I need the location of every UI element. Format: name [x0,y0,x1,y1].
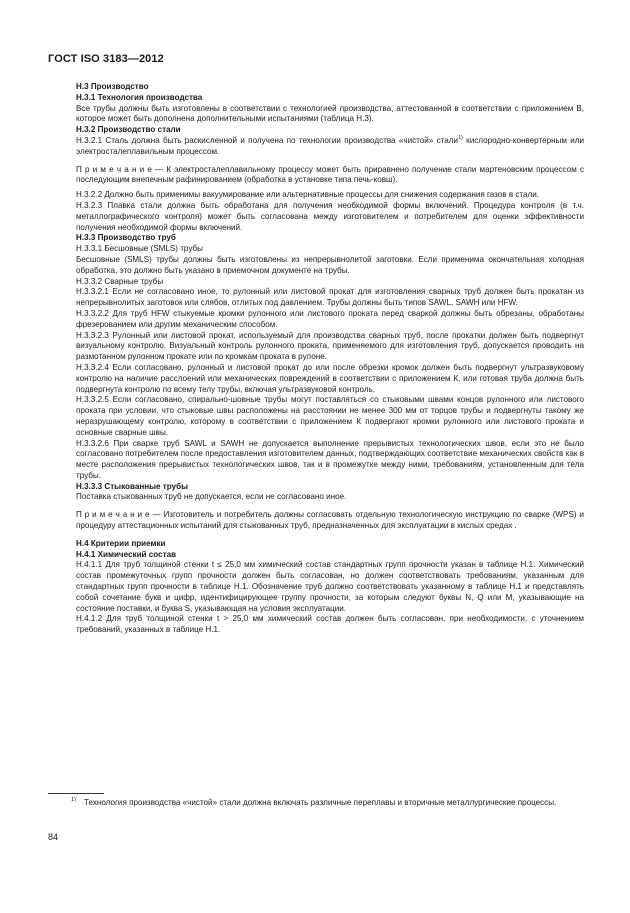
footnote-text: Технология производства «чистой» стали должна включать различные переплавы и вторичные металлургические процессы. [84,798,557,807]
section-heading: Н.3.2 Производство стали [76,125,181,135]
footnote-marker: 1) [71,797,76,803]
document-body [76,82,584,636]
section-heading: Н.3.3.3 Стыкованные трубы [76,481,188,491]
section-heading: Н.3.1 Технология производства [76,92,203,102]
body-paragraph [76,136,584,158]
body-paragraph: Н.3.3.2.2 Для труб HFW стыкуемые кромки рулонного или листового проката перед сваркой должны быть обрезаны, обработаны фрезерованием или другим механическим способом. [76,308,584,329]
body-paragraph: Н.4.1.1 Для труб толщиной стенки t ≤ 25,0 мм химический состав стандартных групп прочности указан в таблице Н.1. Химический состав промежуточных групп прочности должен быть согласован, но должен соответствовать требованиям, указанным для стандартных групп прочности в таблице Н.1. Обозначение труб должно соответствовать указанному в таблице Н.1 и представлять собой сочетание букв и цифр, идентифицирующее группу прочности, за которым следуют буквы N, Q или M, указывающие на состояние поставки, и буква S, указывающая на условия эксплуатации. [76,560,584,613]
body-paragraph: Все трубы должны быть изготовлены в соответствии с технологией производства, аттестованной в соответствии с приложением В, которое может быть дополнена дополнительными испытаниями (таблица Н.3). [76,103,584,124]
section-heading: Н.3.3 Производство труб [76,233,176,243]
paragraph-text-continued: кислородно-конвертерным или электросталеплавильным процессом. [76,135,584,156]
footnote-reference: 1) [457,134,463,141]
body-paragraph: Н.4.1.2 Для труб толщиной стенки t > 25,0 мм химический состав должен быть согласован, при необходимости, с уточнением требований, указанных в таблице Н.1. [76,614,584,635]
paragraph-text: Н.3.2.1 Сталь должна быть раскисленной и получена по технологии производства «чистой» стали [76,135,458,145]
note-label: П р и м е ч а н и е [76,510,150,520]
body-paragraph: Н.3.3.1 Бесшовные (SMLS) трубы [76,244,203,254]
note-paragraph [76,510,584,532]
body-paragraph: Поставка стыкованных труб не допускается, если не согласовано иное. [76,492,347,502]
body-paragraph: Н.3.2.3 Плавка стали должна быть обработана для получения необходимой формы включений. Процедура контроля (в т.ч. металлографического контроля) может быть согласована между изготовителем и потребителем для оценки эффективности получения необходимой формы включений. [76,200,584,232]
body-paragraph: Н.3.3.2.6 При сварке труб SAWL и SAWH не допускается выполнение прерывистых технологических швов, если это не было согласовано потребителем после предоставления изготовителем данных, подтверждающих соответствие механических свойств как в месте расположения прерывистых технологических швов, так и в промежутке между ними, требованиям, установленным для тела трубы. [76,438,584,480]
body-paragraph: Бесшовные (SMLS) трубы должны быть изготовлены из непрерывнолитой заготовки. Если применима окончательная холодная обработка, это должно быть указано в приемочном документе на трубы. [76,254,584,275]
section-heading: Н.3 Производство [76,82,149,91]
body-paragraph: Н.3.3.2.4 Если согласовано, рулонный и листовой прокат до или после обрезки кромок должен быть подвергнут ультразвуковому контролю на наличие расслоений или механических повреждений в соответствии с приложением К, или готовая труба должна быть подвергнута контролю по всему телу трубы, включая ультразвуковой контроль. [76,362,584,394]
footnote-divider [48,793,104,794]
body-paragraph: Н.3.3.2.3 Рулонный или листовой прокат, используемый для производства сварных труб, после прокатки должен быть подвергнут визуальному контролю. Визуальный контроль рулонного проката, применяемого для изготовления труб, допускается проводить на размотанном рулонном прокате или по кромкам проката в рулоне. [76,330,584,362]
body-paragraph: Н.3.2.2 Должно быть применимы вакуумирование или альтернативные процессы для снижения содержания газов в стали. [76,190,540,200]
body-paragraph: Н.3.3.2.1 Если не согласовано иное, то рулонный или листовой прокат для изготовления сварных труб должен быть прокатан из непрерывнолитых заготовок или слябов, отлитых под давлением. Трубы должны быть типов SAWL, SAWH или HFW. [76,287,584,308]
note-text: — К электросталеплавильному процессу может быть приравнено получение стали мартеновским процессом с последующим внепечным рафинированием (обработка в установке типа печь-ковш). [76,164,584,185]
page-number: 84 [48,832,59,842]
body-paragraph: Н.3.3.2.5 Если согласовано, спирально-шовные трубы могут поставляться со стыковыми швами концов рулонного или листового проката при условии, что стыковые швы расположены на расстоянии не менее 300 мм от торцов трубы и подвергнуты такому же неразрушающему контролю, которому в соответствии с приложением К подвергают кромки рулонного или листового проката и основные сварные швы. [76,395,584,437]
footnote [48,798,584,809]
document-header: ГОСТ ISO 3183—2012 [48,53,164,65]
section-heading: Н.4.1 Химический состав [76,549,177,559]
note-label: П р и м е ч а н и е [76,164,152,174]
body-paragraph: Н.3.3.2 Сварные трубы [76,276,164,286]
section-heading: Н.4 Критерии приемки [76,538,166,548]
note-paragraph [76,165,584,187]
note-text: — Изготовитель и потребитель должны согласовать отдельную технологическую инструкцию по сварке (WPS) и процедуру аттестационных испытаний для стыкованных труб, предназначенных для эксплуатации в кислых средах . [76,510,584,531]
